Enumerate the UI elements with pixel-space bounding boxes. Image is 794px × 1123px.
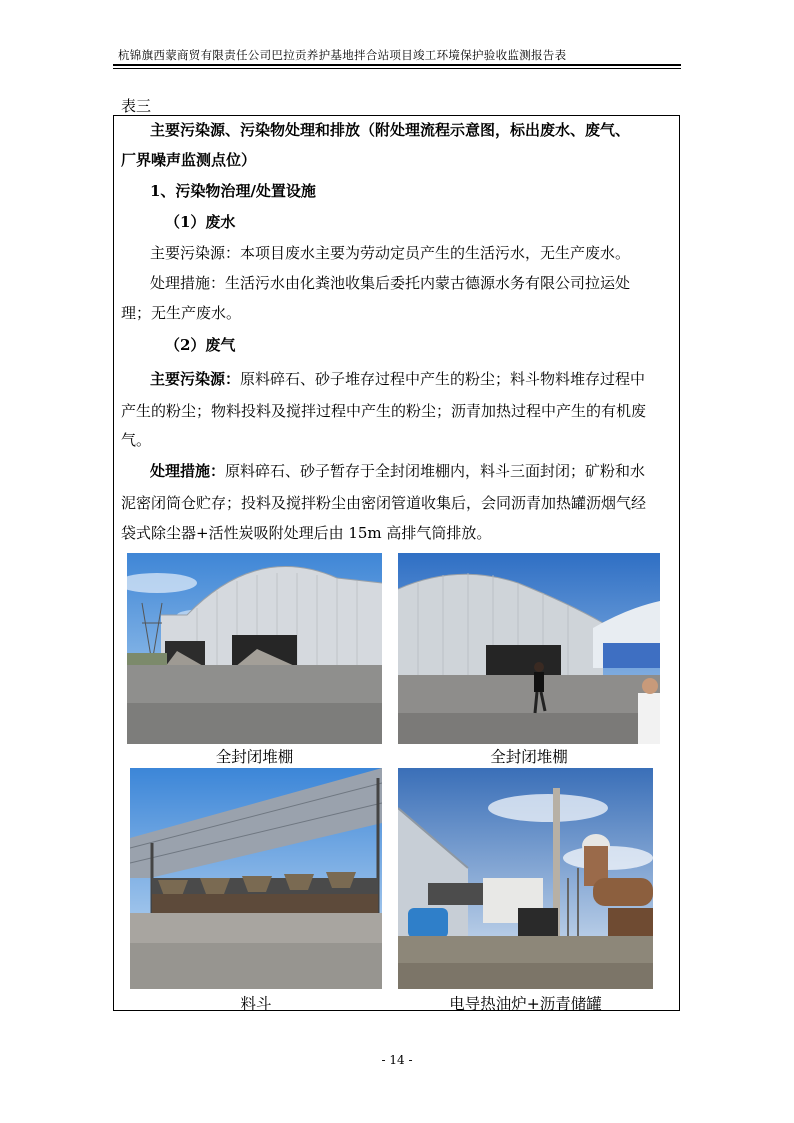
gas-source-label: 主要污染源： xyxy=(150,370,241,388)
gas-measure-line-1 xyxy=(150,456,645,486)
photo-oil-furnace-asphalt-tank xyxy=(398,768,653,989)
table-label: 表三 xyxy=(121,97,152,115)
header-rule xyxy=(113,64,681,66)
report-header-title: 杭锦旗西蒙商贸有限责任公司巴拉贡养护基地拌合站项目竣工环境保护验收监测报告表 xyxy=(118,48,567,62)
photo-caption-2: 全封闭堆棚 xyxy=(490,748,568,766)
header-rule-thin xyxy=(113,68,681,69)
photo-storage-shed-2 xyxy=(398,553,660,744)
gas-measure-text: 原料碎石、砂子暂存于全封闭堆棚内，料斗三面封闭；矿粉和水 xyxy=(225,462,646,480)
photo-caption-3: 料斗 xyxy=(240,995,272,1013)
photo-hopper xyxy=(130,768,382,989)
gas-measure-line-3: 袋式除尘器+活性炭吸附处理后由 15m 高排气筒排放。 xyxy=(121,524,492,542)
gas-source-line-1 xyxy=(150,364,645,394)
wastewater-measure-line-2: 理；无生产废水。 xyxy=(121,304,242,322)
heading-line-2: 厂界噪声监测点位） xyxy=(121,151,257,169)
gas-source-text: 原料碎石、砂子堆存过程中产生的粉尘；料斗物料堆存过程中 xyxy=(240,370,646,388)
gas-measure-line-2: 泥密闭筒仓贮存；投料及搅拌粉尘由密闭管道收集后，会同沥青加热罐沥烟气经 xyxy=(121,494,647,512)
subsection-wastewater: （1）废水 xyxy=(165,213,236,231)
section-title: 1、污染物治理/处置设施 xyxy=(150,182,316,200)
photo-caption-1: 全封闭堆棚 xyxy=(215,748,294,766)
wastewater-source: 主要污染源：本项目废水主要为劳动定员产生的生活污水，无生产废水。 xyxy=(150,244,631,262)
subsection-waste-gas: （2）废气 xyxy=(165,336,236,354)
wastewater-measure-line-1: 处理措施：生活污水由化粪池收集后委托内蒙古德源水务有限公司拉运处 xyxy=(150,274,631,292)
gas-measure-label: 处理措施： xyxy=(150,462,226,480)
gas-source-line-2: 产生的粉尘；物料投料及搅拌过程中产生的粉尘；沥青加热过程中产生的有机废 xyxy=(121,402,647,420)
page-number: - 14 - xyxy=(381,1053,413,1067)
photo-storage-shed-1 xyxy=(127,553,382,744)
photo-caption-4: 电导热油炉+沥青储罐 xyxy=(449,995,602,1013)
heading-line-1: 主要污染源、污染物处理和排放（附处理流程示意图，标出废水、废气、 xyxy=(150,121,631,139)
gas-source-line-3: 气。 xyxy=(121,431,152,449)
